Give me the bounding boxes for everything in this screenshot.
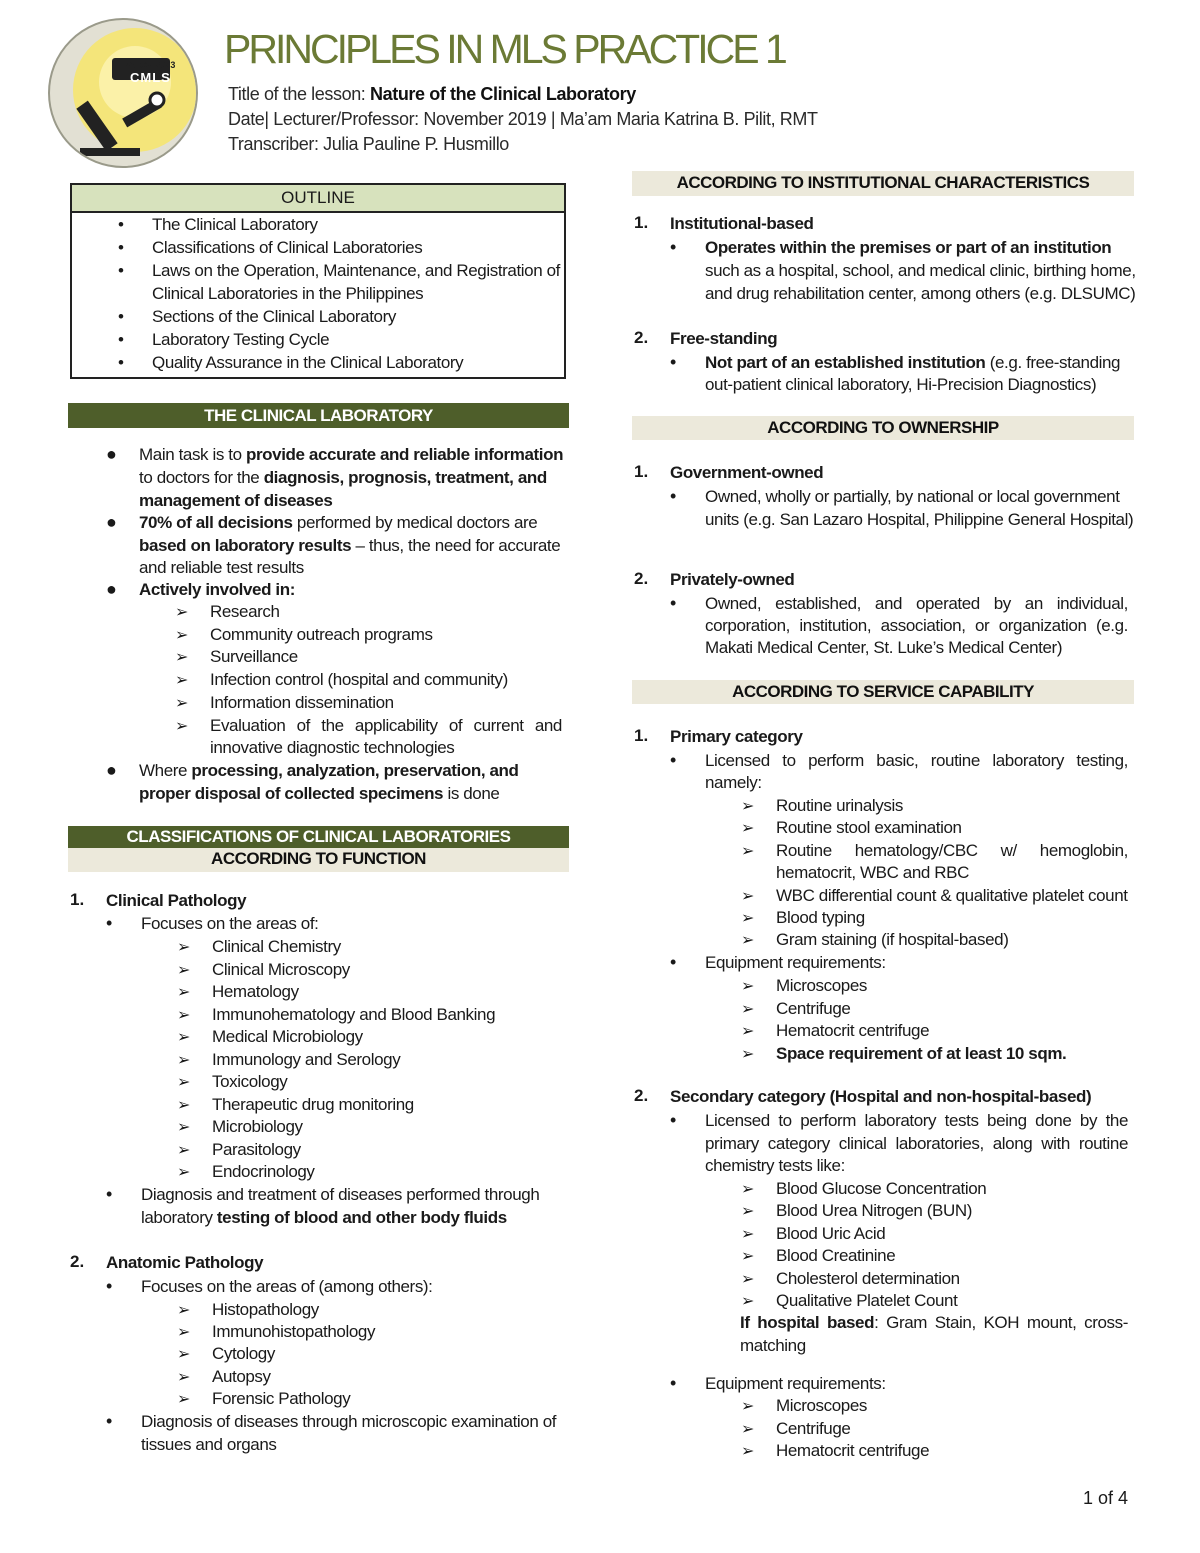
batch-logo [48,18,198,168]
section-heading-clinical-laboratory: THE CLINICAL LABORATORY [68,403,569,428]
service-number-1: 1. [634,726,649,745]
arrow-bullet-icon: ➢ [741,842,755,860]
arrow-bullet-icon: ➢ [741,1203,755,1221]
outline-item: • Laboratory Testing Cycle [72,328,564,351]
arrow-bullet-icon: ➢ [741,1293,755,1310]
emphasis: based on laboratory results [139,536,352,555]
privately-owned-title [670,569,794,591]
bullet-icon: ● [106,760,117,780]
outline-list [72,213,564,374]
arrow-bullet-icon: ➢ [741,1225,755,1243]
free-standing-line-1 [705,352,1120,374]
list-item: Blood Glucose Concentration [776,1179,987,1198]
arrow-bullet-icon: ➢ [741,932,755,950]
institutional-based-line-3: and drug rehabilitation center, among others (e.g. DLSUMC) [705,284,1136,303]
emphasis: Clinical Pathology [106,891,247,910]
decisions-line-2 [139,535,560,557]
subheading-ownership: ACCORDING TO OWNERSHIP [632,416,1134,440]
arrow-bullet-icon: ➢ [177,1096,191,1114]
bullet-icon: • [670,352,677,372]
anatomic-pathology-focus: Focuses on the areas of (among others): [141,1277,433,1296]
arrow-bullet-icon: ➢ [741,1443,755,1460]
emphasis: Government-owned [670,463,824,482]
bullet-icon: • [670,952,677,972]
section-heading-classifications: CLASSIFICATIONS OF CLINICAL LABORATORIES [68,826,569,848]
list-item [776,1043,1066,1065]
list-item: Immunology and Serology [212,1049,401,1069]
arrow-bullet-icon: ➢ [741,820,755,838]
subheading-according-to-function: ACCORDING TO FUNCTION [68,848,569,872]
government-owned-line-1: Owned, wholly or partially, by national or local government [705,487,1120,506]
list-item: Toxicology [212,1072,288,1091]
transcriber-line: Transcriber: Julia Pauline P. Husmillo [228,134,509,154]
privately-owned-line-2: corporation, institution, association, or organization (e.g. [705,616,1128,635]
arrow-bullet-icon: ➢ [741,1270,755,1288]
list-item: Hematocrit centrifuge [776,1441,930,1460]
list-item: Parasitology [212,1139,301,1159]
clinical-pathology-focus: Focuses on the areas of: [141,914,319,933]
text: : Gram Stain, KOH mount, cross- [874,1313,1128,1332]
main-task-line-3 [139,490,332,512]
text: is done [443,784,500,803]
anatomic-pathology-diagnosis-1: Diagnosis of diseases through microscopic examination of [141,1412,557,1431]
arrow-bullet-icon: ➢ [177,984,191,1001]
logo-cmls-text: CMLS [130,70,171,85]
privately-owned-line-1: Owned, established, and operated by an individual, [705,594,1128,613]
emphasis: testing of blood and other body fluids [216,1208,507,1227]
institutional-based-line-1 [705,237,1111,259]
list-item: Infection control (hospital and community) [210,670,508,690]
main-task-line-2 [139,467,547,489]
arrow-bullet-icon: ➢ [177,961,191,979]
text: Main task is to [139,445,246,464]
page-number: 1 of 4 [1082,1488,1128,1508]
list-item: Evaluation of the applicability of current and [210,715,562,735]
microscope-logo-icon [50,20,198,168]
arrow-bullet-icon: ➢ [175,626,189,644]
emphasis: provide accurate and reliable information [245,445,564,464]
arrow-bullet-icon: ➢ [177,1390,191,1408]
arrow-bullet-icon: ➢ [177,1141,191,1159]
list-item: Clinical Chemistry [212,937,341,956]
emphasis: diagnosis, prognosis, treatment, and [263,468,547,487]
clinical-pathology-diagnosis-1: Diagnosis and treatment of diseases performed through [141,1185,540,1204]
list-item: innovative diagnostic technologies [210,738,455,758]
list-item: Immunohistopathology [212,1322,376,1342]
arrow-bullet-icon: ➢ [175,672,189,690]
list-item: Autopsy [212,1366,271,1386]
list-item: Clinical Microscopy [212,959,350,979]
logo-batch-text: BATCH 2023 [122,60,176,70]
list-item: Therapeutic drug monitoring [212,1094,414,1114]
list-item: Hematology [212,982,299,1001]
where-line-2 [139,783,499,805]
outline-box [70,183,566,379]
emphasis: Anatomic Pathology [106,1253,264,1272]
institutional-number-1: 1. [634,213,649,232]
anatomic-pathology-title [106,1252,263,1274]
text: laboratory [141,1208,217,1227]
emphasis: Institutional-based [670,214,814,233]
bullet-icon: • [106,913,113,933]
emphasis: 70% of all decisions [139,513,293,532]
outline-item: • The Clinical Laboratory [72,213,564,236]
list-item: Blood Creatinine [776,1246,896,1266]
bullet-icon: • [670,750,677,770]
date-lecturer-line: Date| Lecturer/Professor: November 2019 | Ma’am Maria Katrina B. Pilit, RMT [228,109,818,129]
emphasis: processing, analyzation, preservation, and [191,761,519,780]
emphasis: Secondary category (Hospital and non-hospital-based) [670,1087,1092,1106]
list-item: Immunohematology and Blood Banking [212,1004,496,1024]
clinical-pathology-diagnosis-2 [141,1207,507,1229]
arrow-bullet-icon: ➢ [741,1023,755,1041]
emphasis: Space requirement of at least 10 sqm. [776,1044,1067,1064]
list-item: Blood Urea Nitrogen (BUN) [776,1201,972,1221]
list-item: Microscopes [776,1396,868,1415]
list-item: Blood Uric Acid [776,1223,886,1243]
list-item: Microscopes [776,976,868,995]
list-item: Centrifuge [776,998,851,1018]
list-item: hematocrit, WBC and RBC [776,863,969,883]
ownership-number-1: 1. [634,462,649,481]
list-item: Routine urinalysis [776,796,903,815]
subheading-service-capability: ACCORDING TO SERVICE CAPABILITY [632,680,1134,704]
list-item: Cholesterol determination [776,1268,960,1288]
list-item: Hematocrit centrifuge [776,1021,930,1041]
list-item: Information dissemination [210,692,394,712]
bullet-icon: • [106,1411,113,1431]
arrow-bullet-icon: ➢ [177,1324,191,1342]
list-item: WBC differential count & qualitative platelet count [776,885,1128,905]
arrow-bullet-icon: ➢ [177,1051,191,1069]
outline-item-continued: Clinical Laboratories in the Philippines [152,284,424,303]
bullet-icon: • [106,1276,113,1296]
arrow-bullet-icon: ➢ [741,1046,755,1064]
arrow-bullet-icon: ➢ [175,717,189,735]
secondary-category-line-3: chemistry tests like: [705,1156,845,1175]
bullet-icon: • [670,1373,677,1393]
clinical-pathology-title [106,890,246,912]
institutional-number-2: 2. [634,328,649,347]
list-item: Centrifuge [776,1418,851,1438]
arrow-bullet-icon: ➢ [741,887,755,905]
arrow-bullet-icon: ➢ [175,649,189,667]
arrow-bullet-icon: ➢ [177,1119,191,1136]
institutional-based-title [670,213,814,235]
bullet-icon: • [670,237,677,257]
bullet-icon: ● [106,444,117,464]
emphasis: Not part of an established institution [705,353,986,372]
actively-involved-heading [139,579,295,601]
list-item: Cytology [212,1344,275,1364]
hospital-based-line-2: matching [740,1336,806,1355]
arrow-bullet-icon: ➢ [175,604,189,621]
list-item: Blood typing [776,908,865,927]
list-item: Routine hematology/CBC w/ hemoglobin, [776,840,1128,860]
where-line-1 [139,760,518,782]
bullet-icon: • [670,1110,677,1130]
institutional-based-line-2: such as a hospital, school, and medical clinic, birthing home, [705,261,1136,280]
free-standing-title [670,328,777,350]
emphasis: management of diseases [139,491,333,510]
arrow-bullet-icon: ➢ [741,1000,755,1018]
service-number-2: 2. [634,1086,649,1105]
hospital-based-line-1 [740,1312,1128,1334]
list-item: Routine stool examination [776,818,962,838]
secondary-equipment-heading: Equipment requirements: [705,1374,886,1393]
primary-category-line-2: namely: [705,773,762,792]
anatomic-pathology-diagnosis-2: tissues and organs [141,1435,277,1454]
arrow-bullet-icon: ➢ [177,939,191,956]
outline-item: • Sections of the Clinical Laboratory [72,305,564,328]
arrow-bullet-icon: ➢ [177,1346,191,1364]
bullet-icon: ● [106,579,117,599]
arrow-bullet-icon: ➢ [741,1248,755,1266]
emphasis: Free-standing [670,329,778,348]
text: (e.g. free-standing [985,353,1121,372]
list-item: Microbiology [212,1117,303,1136]
emphasis: Actively involved in: [139,580,295,599]
subheading-institutional: ACCORDING TO INSTITUTIONAL CHARACTERISTICS [632,171,1134,196]
list-item: Medical Microbiology [212,1027,363,1046]
government-owned-title [670,462,823,484]
decisions-line-3: and reliable test results [139,558,304,577]
arrow-bullet-icon: ➢ [177,1029,191,1046]
arrow-bullet-icon: ➢ [177,1074,191,1091]
arrow-bullet-icon: ➢ [177,1368,191,1386]
free-standing-line-2: out-patient clinical laboratory, Hi-Precision Diagnostics) [705,375,1097,394]
arrow-bullet-icon: ➢ [177,1302,191,1319]
list-item: Qualitative Platelet Count [776,1291,958,1310]
ownership-number-2: 2. [634,569,649,588]
emphasis: Primary category [670,727,803,746]
list-item: Surveillance [210,647,298,667]
arrow-bullet-icon: ➢ [741,1181,755,1198]
outline-heading: OUTLINE [72,185,564,213]
arrow-bullet-icon: ➢ [741,910,755,927]
list-item: Forensic Pathology [212,1388,351,1408]
primary-equipment-heading: Equipment requirements: [705,953,886,972]
text: to doctors for the [139,468,264,487]
list-item: Research [210,602,280,621]
primary-category-line-1: Licensed to perform basic, routine laboratory testing, [705,751,1128,770]
secondary-category-line-2: primary category clinical laboratories, along with routine [705,1134,1128,1153]
outline-item: • Laws on the Operation, Maintenance, and Registration of [72,259,564,282]
government-owned-line-2: units (e.g. San Lazaro Hospital, Philippine General Hospital) [705,510,1134,529]
text: – thus, the need for accurate [351,536,561,555]
decisions-line-1 [139,512,537,534]
text: Where [139,761,192,780]
emphasis: Operates within the premises or part of an institution [705,238,1112,257]
emphasis: proper disposal of collected specimens [139,784,444,803]
arrow-bullet-icon: ➢ [741,1420,755,1438]
list-item: Endocrinology [212,1162,315,1181]
clinical-pathology-number: 1. [70,890,85,909]
lesson-label: Title of the lesson: [228,84,371,104]
primary-category-title [670,726,803,748]
list-item: Gram staining (if hospital-based) [776,930,1009,950]
arrow-bullet-icon: ➢ [741,978,755,995]
emphasis: If hospital based [740,1313,875,1332]
list-item: Community outreach programs [210,624,433,644]
outline-item: • Quality Assurance in the Clinical Laboratory [72,351,564,374]
document-title: PRINCIPLES IN MLS PRACTICE 1 [224,26,785,72]
secondary-category-title [670,1086,1091,1108]
bullet-icon: • [670,593,677,613]
emphasis: Privately-owned [670,570,795,589]
list-item: Histopathology [212,1300,319,1319]
outline-item: • Classifications of Clinical Laboratories [72,236,564,259]
bullet-icon: • [670,486,677,506]
main-task-line-1 [139,444,563,466]
arrow-bullet-icon: ➢ [741,1398,755,1415]
arrow-bullet-icon: ➢ [177,1006,191,1024]
arrow-bullet-icon: ➢ [177,1164,191,1181]
privately-owned-line-3: Makati Medical Center, St. Luke’s Medical Center) [705,638,1063,657]
lesson-value: Nature of the Clinical Laboratory [370,84,636,104]
arrow-bullet-icon: ➢ [175,694,189,712]
bullet-icon: ● [106,512,117,532]
lesson-title-line [228,84,636,105]
bullet-icon: • [106,1184,113,1204]
anatomic-pathology-number: 2. [70,1252,85,1271]
arrow-bullet-icon: ➢ [741,798,755,815]
text: performed by medical doctors are [292,513,538,532]
secondary-category-line-1: Licensed to perform laboratory tests being done by the [705,1111,1128,1130]
